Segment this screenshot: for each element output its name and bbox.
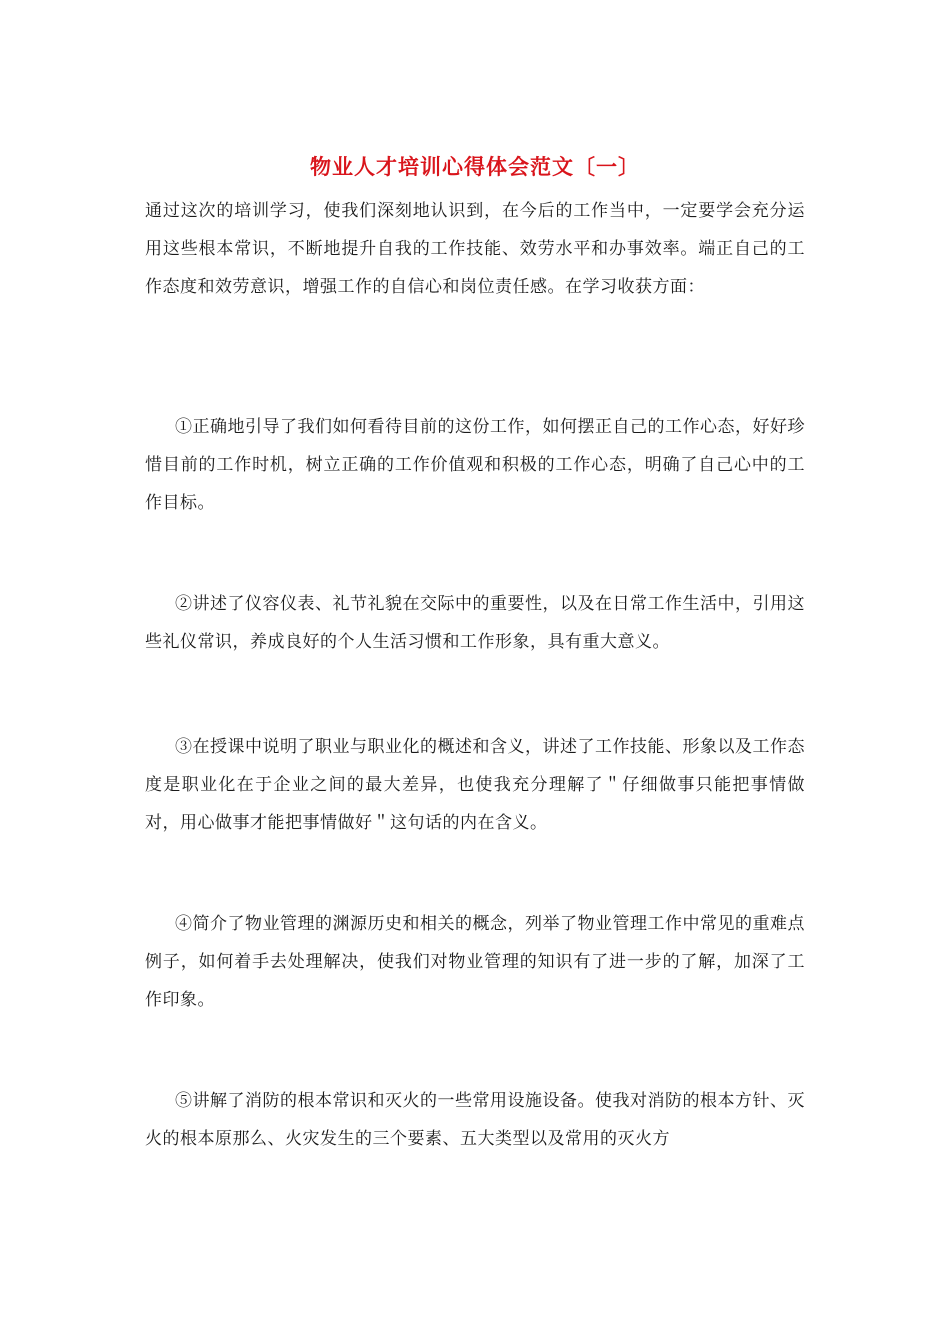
point-5-paragraph: ⑤讲解了消防的根本常识和灭火的一些常用设施设备。使我对消防的根本方针、灭火的根本原那么、火灾发生的三个要素、五大类型以及常用的灭火方 [145, 1091, 805, 1149]
point-1-paragraph: ①正确地引导了我们如何看待目前的这份工作，如何摆正自己的工作心态，好好珍惜目前的工作时机，树立正确的工作价值观和积极的工作心态，明确了自己心中的工作目标。 [145, 417, 805, 513]
document-title: 物业人才培训心得体会范文〔一〕 [310, 154, 640, 179]
point-2-paragraph: ②讲述了仪容仪表、礼节礼貌在交际中的重要性，以及在日常工作生活中，引用这些礼仪常识，养成良好的个人生活习惯和工作形象，具有重大意义。 [145, 594, 805, 652]
intro-paragraph: 通过这次的培训学习，使我们深刻地认识到，在今后的工作当中，一定要学会充分运用这些根本常识，不断地提升自我的工作技能、效劳水平和办事效率。端正自己的工作态度和效劳意识，增强工作的自信心和岗位责任感。在学习收获方面： [145, 201, 805, 297]
point-3-paragraph: ③在授课中说明了职业与职业化的概述和含义，讲述了工作技能、形象以及工作态度是职业化在于企业之间的最大差异，也使我充分理解了＂仔细做事只能把事情做对，用心做事才能把事情做好＂这句话的内在含义。 [145, 737, 805, 833]
point-4-paragraph: ④简介了物业管理的渊源历史和相关的概念，列举了物业管理工作中常见的重难点例子，如何着手去处理解决，使我们对物业管理的知识有了进一步的了解，加深了工作印象。 [145, 914, 805, 1010]
